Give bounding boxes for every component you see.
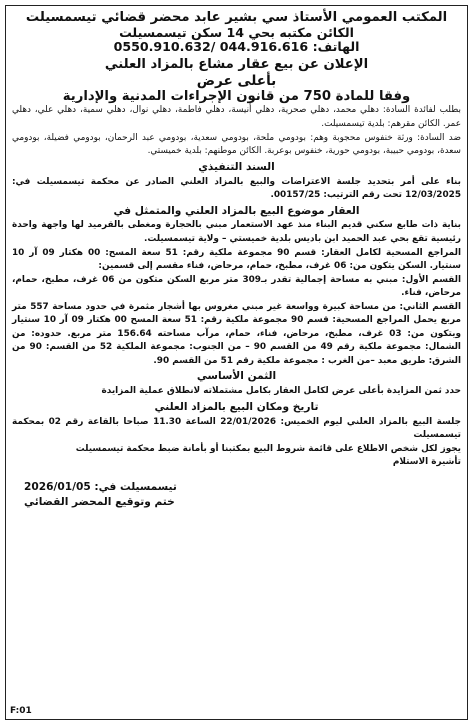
sale-text: جلسة البيع بالمزاد العلني ليوم الخميس: 22/01/2026 الساعة 11.30 صباحا بالقاعة رقم 02 بمحكمة تيسمسيلت (12, 416, 462, 441)
executive-text: بناء على أمر بتحديد جلسة الاعتراضات والبيع بالمزاد العلني الصادر عن محكمة تيسمسيلت في: 12/03/2025 تحت رقم الترتيب: 00157/25. (12, 176, 461, 201)
executive-heading: السند التنفيذي (198, 160, 275, 173)
price-text: حدد ثمن المزايدة بأعلى عرض لكامل العقار بكامل مشتملاته لانطلاق عملية المزايدة (101, 386, 461, 397)
announcement-title: الإعلان عن بيع عقار مشاع بالمزاد العلني (104, 57, 369, 73)
property-description: بناية ذات طابع سكني قديم البناء منذ عهد الاستعمار مبني بالحجارة ومغطى بالقرميد لها واجهة واحدة رئيسية تقع بحي عبد الحميد ابن باديس بلدية خميستي – ولاية تيسمسيلت. (12, 220, 461, 244)
requesters-paragraph: بطلب لفائدة السادة: دهلي محمد، دهلي صحرية، دهلي أنيسة، دهلي فاطمة، دهلي نوال، دهلي سمية، دهلي علي، دهلي عمر. الكائن مقرهم: بلدية تيسمسيلت. (12, 105, 461, 130)
property-part-two: القسم الثاني: من مساحة كبيرة وواسعة غير مبني مغروس بها أشجار مثمرة في حدود مساحة 557 متر مربع يحمل المراجع المسحية: قسم 90 مجموعة ملكية رقم: 51 سعة المسح 00 هكتار 09 آر 10 سنتيار ويتكون من: 03 غرف، مطبخ، مرحاض، فناء، حمام، مرآب مساحته 156.64 متر مربع. حدوده: من الشمال: مجموعة ملكية رقم 49 من القسم 90 – من الجنوب: مجموعة الملكية 52 من القسم: 90 من الشرق: طريق معبد –من الغرب : مجموعة ملكية رقم 51 من القسم 90. (12, 301, 461, 366)
price-heading: الثمن الأساسي (196, 370, 277, 383)
against-paragraph: ضد السادة: ورثة خنفوس محجوبة وهم: بودومي ملحة، بودومي سعدية، بودومي عبد الرحمان، بودومي فضيلة، بودومي سعدة، بودومي حبيبة، بودومي حورية، خنفوس بوعربة. الكائن موطنهم: بلدية خميستي. (12, 132, 461, 157)
announcement-document (5, 5, 468, 720)
signature-label: ختم وتوقيع المحضر القضائي (24, 495, 175, 508)
office-phone: الهاتف: 044.916.616 /0550.910.632 (113, 39, 360, 55)
property-references: المراجع المسحية لكامل العقار: قسم 90 مجموعة ملكية رقم: 51 سعة المسح: 00 هكتار 09 آر 10 سنتيار. السكن يتكون من: 06 غرف، مطبخ، حمام، مرحاض، فناء مقسم إلى قسمين: (12, 247, 461, 272)
sale-heading: تاريخ ومكان البيع بالمزاد العلني (154, 400, 319, 413)
document-date: تيسمسيلت في: 2026/01/05 (24, 480, 177, 493)
property-heading: العقار موضوع البيع بالمزاد العلني والمتمثل في (113, 204, 360, 217)
form-code: F:01 (10, 706, 32, 716)
property-part-one: القسم الأول: مبني به مساحة إجمالية تقدر بـ309 متر مربع السكن متكون من 06 غرف، مطبخ، حمام، مرحاض، فناء. (12, 274, 462, 299)
legal-reference: وفقا للمادة 750 من قانون الإجراءات المدنية والإدارية (62, 88, 411, 104)
receipt-stamp-label: تأشيرة الاستلام (392, 457, 461, 468)
office-address: الكائن مكتبه بحي 14 سكن تيسمسيلت (119, 24, 354, 40)
conditions-note: يجوز لكل شخص الاطلاع على قائمة شروط البيع بمكتبنا أو بأمانة ضبط محكمة تيسمسيلت (75, 443, 461, 454)
office-name: المكتب العمومي الأستاذ سي بشير عابد محضر قضائي تيسمسيلت (25, 10, 448, 25)
announcement-subtitle: بأعلى عرض (196, 72, 277, 89)
